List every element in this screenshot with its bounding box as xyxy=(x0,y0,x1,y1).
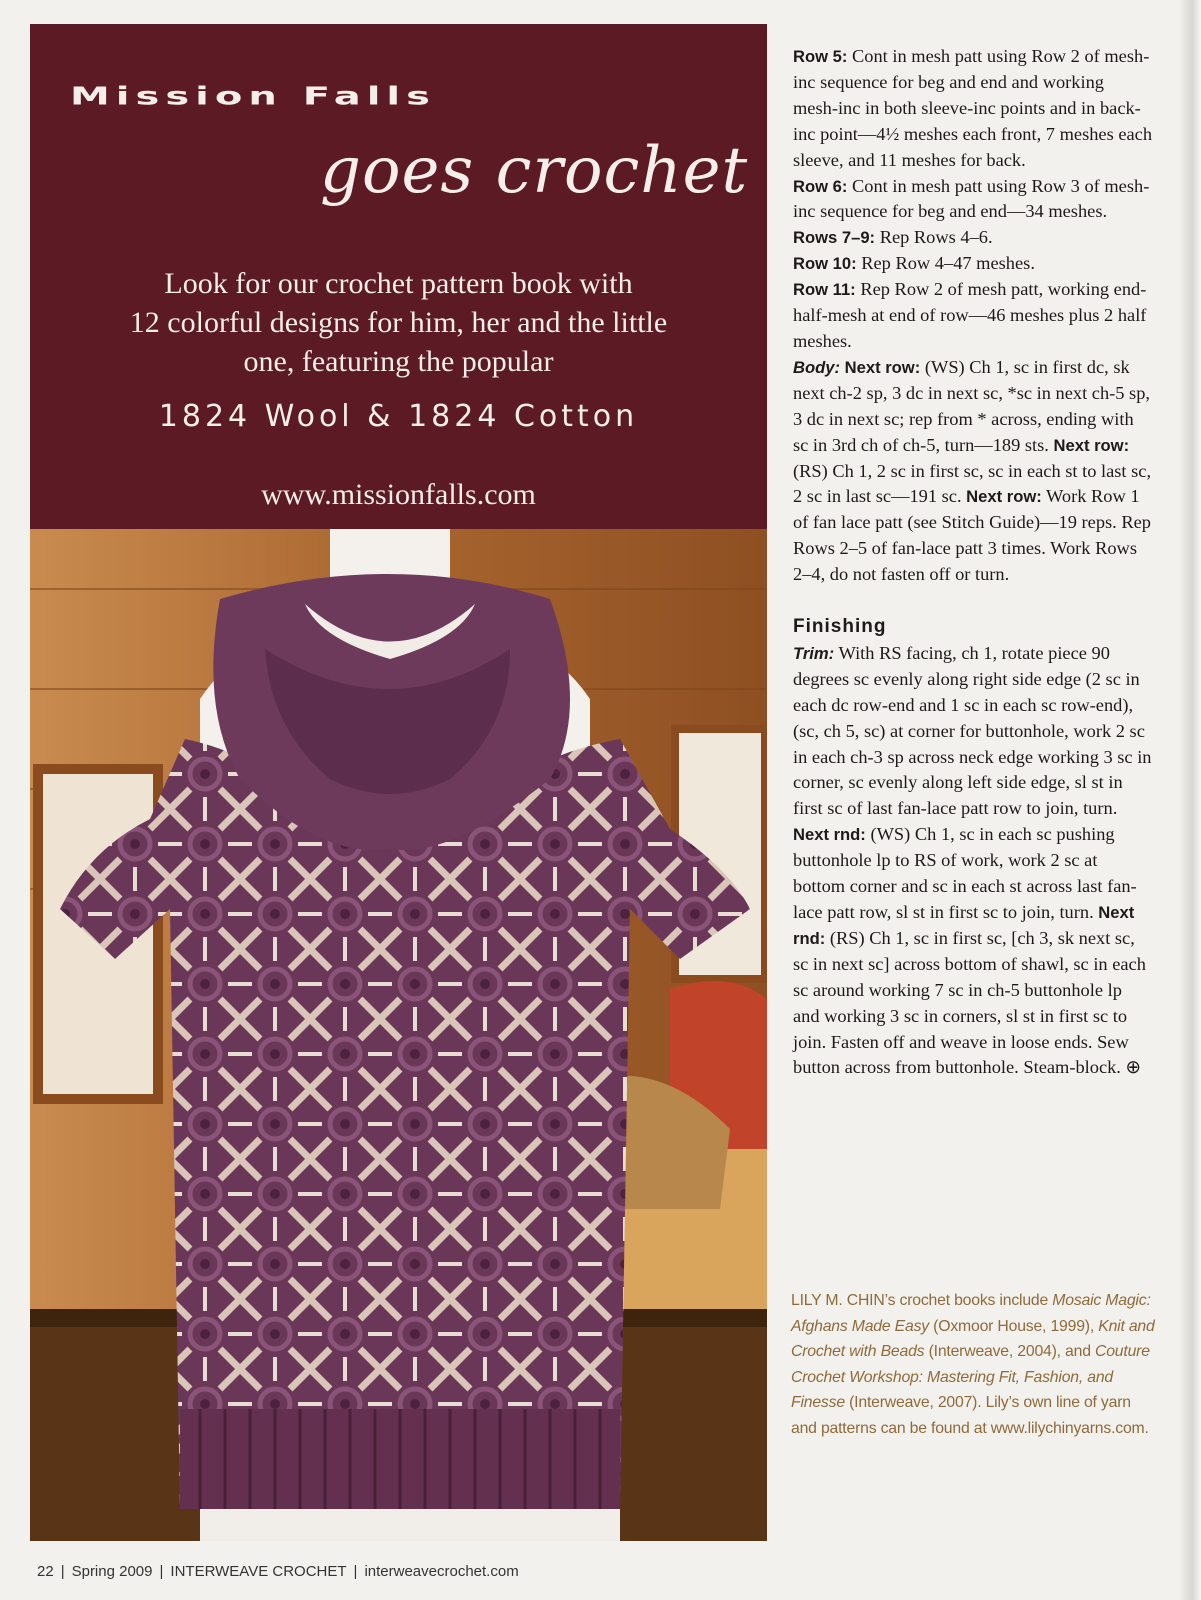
next-row-label: Next row: xyxy=(1053,435,1130,455)
instruction-text: (WS) Ch 1, sc in each sc pushing buttonhole lp to RS of work, work 2 sc at bottom corner and sc in each st across last fan-lace patt row, sl st in first sc to join, turn. xyxy=(793,824,1137,922)
magazine-website[interactable]: interweavecrochet.com xyxy=(364,1563,519,1580)
row-label: Row 6: xyxy=(793,176,848,196)
book-title: Couture Crochet Workshop: Mastering Fit, Fashion, and Finesse xyxy=(791,1343,1150,1412)
row-10-paragraph xyxy=(793,251,1153,277)
ad-website-link[interactable]: www.missionfalls.com xyxy=(261,478,536,511)
bio-text: (Interweave, 2004), and xyxy=(924,1343,1095,1361)
book-title: Mosaic Magic: Afghans Made Easy xyxy=(791,1292,1151,1335)
row-6-paragraph xyxy=(793,174,1153,226)
ad-tagline: goes crochet xyxy=(320,134,749,208)
issue-date: Spring 2009 xyxy=(71,1563,153,1580)
end-mark-icon: ⊕ xyxy=(1125,1057,1141,1078)
row-text: Rep Rows 4–6. xyxy=(879,227,993,248)
bio-text: (Interweave, 2007). Lily’s own line of yarn and patterns can be found at www.lilychinyarns.com. xyxy=(791,1394,1149,1437)
ad-brand: Mission Falls xyxy=(70,82,436,111)
instruction-text: Work Row 1 of fan lace patt (see Stitch Guide)—19 reps. Rep Rows 2–5 of fan-lace patt 3 times. Work Rows 2–4, do not fasten off or turn. xyxy=(793,486,1151,585)
bio-text: (Oxmoor House, 1999), xyxy=(928,1317,1099,1335)
ad-body-line: 12 colorful designs for him, her and the little xyxy=(129,306,668,339)
rows-7-9-paragraph xyxy=(793,225,1153,251)
author-bio xyxy=(791,1288,1156,1442)
row-text: Rep Row 4–47 meshes. xyxy=(861,253,1035,274)
section-label: Body: xyxy=(793,357,841,377)
garment-photo-illustration xyxy=(30,529,767,1541)
mission-falls-advertisement xyxy=(30,24,767,529)
body-paragraph xyxy=(793,355,1153,588)
instruction-text: With RS facing, ch 1, rotate piece 90 degrees sc evenly along right side edge (2 sc in each dc row-end and 1 sc in each sc row-end), (sc, ch 5, sc) at corner for buttonhole, work 2 sc in each ch-3 sp across neck edge working 3 sc in corner, sc evenly along left side edge, sl st in first sc of last fan-lace patt row to join, turn. xyxy=(793,642,1152,819)
pattern-instructions-column xyxy=(793,44,1153,1081)
page-number: 22 xyxy=(37,1563,54,1580)
next-row-label: Next row: xyxy=(844,357,921,377)
row-text: Cont in mesh patt using Row 3 of mesh-inc sequence for beg and end—34 meshes. xyxy=(793,175,1150,222)
footer-separator: | xyxy=(353,1563,358,1580)
row-label: Row 10: xyxy=(793,254,857,274)
footer-separator: | xyxy=(159,1563,164,1580)
next-round-label: Next rnd: xyxy=(793,825,866,845)
ad-body-line: one, featuring the popular xyxy=(243,345,554,378)
finishing-heading: Finishing xyxy=(793,616,887,638)
trim-paragraph xyxy=(793,641,1153,1081)
instruction-text: (WS) Ch 1, sc in first dc, sk next ch-2 sp, 3 dc in next sc, *sc in next ch-5 sp, 3 dc in next sc; rep from * across, ending with sc in 3rd ch of ch-5, turn—189 sts. xyxy=(793,356,1151,455)
footer-separator: | xyxy=(60,1563,65,1580)
next-round-label: Next rnd: xyxy=(793,903,1135,948)
instruction-text: (RS) Ch 1, 2 sc in first sc, sc in each st to last sc, 2 sc in last sc—191 sc. xyxy=(793,460,1152,507)
ad-yarn-names: 1824 Wool & 1824 Cotton xyxy=(158,399,639,434)
next-row-label: Next row: xyxy=(966,487,1042,507)
ad-body-text xyxy=(30,264,767,381)
row-text: Cont in mesh patt using Row 2 of mesh-inc sequence for beg and end and working mesh-inc in both sleeve-inc points and in back-inc point—4½ meshes each front, 7 meshes each sleeve, and 11 meshes for back. xyxy=(793,46,1153,170)
row-label: Row 11: xyxy=(793,280,856,300)
row-5-paragraph xyxy=(793,44,1153,174)
page-gutter-shadow xyxy=(1179,0,1201,1600)
ad-body-line: Look for our crochet pattern book with xyxy=(164,267,633,300)
row-label: Rows 7–9: xyxy=(793,228,876,248)
row-11-paragraph xyxy=(793,277,1153,355)
author-name: LILY M. CHIN xyxy=(791,1292,885,1309)
book-title: Knit and Crochet with Beads xyxy=(791,1317,1155,1361)
bio-text: ’s crochet books include xyxy=(884,1292,1053,1309)
row-label: Row 5: xyxy=(793,47,848,66)
page-footer xyxy=(37,1563,519,1580)
garment-photo xyxy=(30,529,767,1541)
instruction-text: (RS) Ch 1, sc in first sc, [ch 3, sk next sc, sc in next sc] across bottom of shawl, sc in each sc around working 7 sc in ch-5 buttonhole lp and working 3 sc in corners, sl st in first sc to join. Fasten off and weave in loose ends. Sew button across from buttonhole. Steam-block. xyxy=(793,927,1146,1078)
row-text: Rep Row 2 of mesh patt, working end-half-mesh at end of row—46 meshes plus 2 half meshes. xyxy=(793,279,1147,351)
section-label: Trim: xyxy=(793,643,835,663)
magazine-name: INTERWEAVE CROCHET xyxy=(170,1563,347,1580)
